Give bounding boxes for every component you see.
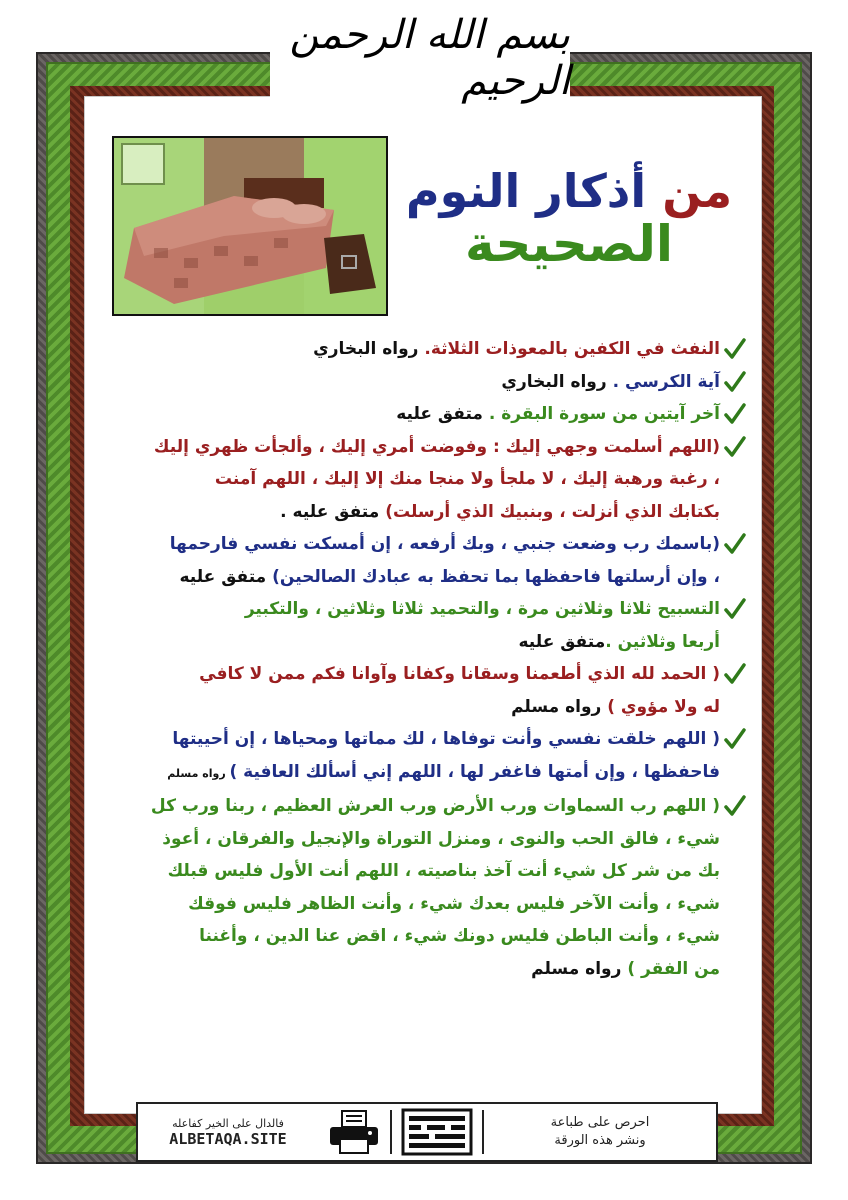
dhikr-item: [110, 593, 746, 658]
dhikr-text: فاحفظها ، وإن أمتها فاغفر لها ، اللهم إني أسألك العافية ): [229, 761, 720, 782]
dhikr-line: [110, 463, 720, 496]
dhikr-text: له ولا مؤوي ): [607, 696, 720, 717]
dhikr-line: [110, 855, 720, 888]
title-word-min: من: [662, 164, 733, 218]
dhikr-line: [110, 953, 720, 986]
check-icon: [724, 659, 746, 689]
dhikr-line: [110, 561, 720, 594]
hadith-source: رواه مسلم: [531, 958, 628, 979]
dhikr-text: شيء ، وأنت الآخر فليس بعدك شيء ، وأنت الظاهر فليس فوقك: [188, 893, 720, 914]
dhikr-line: [110, 528, 720, 561]
check-icon: [724, 432, 746, 462]
dhikr-line: [110, 790, 720, 823]
dhikr-item: [110, 658, 746, 723]
hadith-source: متفق عليه: [396, 404, 489, 424]
bedroom-photo: [112, 136, 388, 316]
dhikr-text: شيء ، وأنت الباطن فليس دونك شيء ، اقض عنا الدين ، وأغننا: [199, 926, 720, 946]
dhikr-text: التسبيح ثلاثا وثلاثين مرة ، والتحميد ثلاثا وثلاثين ، والتكبير: [244, 599, 720, 619]
dhikr-line: [110, 593, 720, 626]
hadith-source: رواه مسلم: [511, 696, 608, 717]
dhikr-line: [110, 920, 720, 953]
dhikr-line: [110, 496, 720, 529]
dhikr-text: من الفقر ): [627, 958, 720, 979]
dhikr-line: [110, 626, 720, 659]
dhikr-text: شيء ، فالق الحب والنوى ، ومنزل التوراة والإنجيل والفرقان ، أعوذ: [162, 828, 720, 849]
dhikr-item: [110, 723, 746, 790]
dhikr-line: [110, 723, 720, 756]
footer-right: [484, 1104, 716, 1160]
dhikr-text: (باسمك رب وضعت جنبي ، وبك أرفعه ، إن أمسكت نفسي فارحمها: [169, 534, 720, 554]
check-icon: [724, 594, 746, 624]
dhikr-text: ( اللهم رب السماوات ورب الأرض ورب العرش العظيم ، ربنا ورب كل: [150, 796, 720, 816]
hadith-source: متفق عليه .: [280, 501, 386, 522]
dhikr-text: بكتابك الذي أنزلت ، وبنبيك الذي أرسلت): [385, 501, 720, 522]
hadith-source: متفق عليه: [518, 631, 606, 652]
dhikr-item: [110, 366, 746, 399]
dhikr-text: آخر آيتين من سورة البقرة .: [488, 404, 720, 424]
dhikr-text: ، وإن أرسلتها فاحفظها بما تحفظ به عبادك الصالحين): [272, 566, 720, 587]
dhikr-line: [110, 888, 720, 921]
dhikr-item: [110, 431, 746, 529]
check-icon: [724, 367, 746, 397]
dhikr-text: ، رغبة ورهبة إليك ، لا ملجأ ولا منجا منك إلا إليك ، اللهم آمنت: [214, 469, 720, 489]
hadith-source: رواه البخاري: [313, 339, 425, 359]
check-icon: [724, 399, 746, 429]
adhkar-list: [110, 333, 746, 985]
title-word-adhkar: أذكار النوم: [405, 164, 647, 218]
footer-print-line1: احرص على طباعة: [550, 1115, 650, 1130]
dhikr-line: [110, 756, 720, 791]
dhikr-text: النفث في الكفين بالمعوذات الثلاثة.: [424, 339, 720, 359]
hadith-source: متفق عليه: [179, 566, 273, 587]
dhikr-line: [110, 691, 720, 724]
dhikr-item: [110, 398, 746, 431]
check-icon: [724, 529, 746, 559]
dhikr-text: آية الكرسي .: [612, 371, 720, 392]
dawah-logo: [392, 1104, 482, 1160]
hadith-source: رواه مسلم: [167, 766, 230, 780]
check-icon: [724, 791, 746, 821]
footer-print-line2: ونشر هذه الورقة: [554, 1133, 646, 1148]
basmala-calligraphy: بسم الله الرحمن الرحيم: [270, 8, 570, 108]
footer-banner: [136, 1102, 718, 1162]
dhikr-line: [110, 398, 720, 431]
dhikr-line: [110, 431, 720, 464]
dhikr-line: [110, 658, 720, 691]
dhikr-item: [110, 528, 746, 593]
check-icon: [724, 724, 746, 754]
dhikr-text: أربعا وثلاثين .: [605, 631, 720, 652]
title-line-sahiha: الصحيحة: [465, 214, 673, 273]
printer-icon: [318, 1104, 390, 1160]
dhikr-line: [110, 333, 720, 366]
hadith-source: رواه البخاري: [501, 371, 613, 392]
footer-left: [138, 1104, 318, 1160]
dhikr-line: [110, 823, 720, 856]
dhikr-text: ( اللهم خلقت نفسي وأنت توفاها ، لك مماتها ومحياها ، إن أحييتها: [172, 729, 720, 749]
dhikr-item: [110, 790, 746, 985]
page-title: [404, 166, 734, 272]
dhikr-item: [110, 333, 746, 366]
footer-site[interactable]: ALBETAQA.SITE: [169, 1129, 287, 1148]
dhikr-text: (اللهم أسلمت وجهي إليك : وفوضت أمري إليك ، وألجأت ظهري إليك: [153, 436, 720, 457]
check-icon: [724, 334, 746, 364]
dhikr-text: ( الحمد لله الذي أطعمنا وسقانا وكفانا وآوانا فكم ممن لا كافي: [199, 664, 720, 684]
dhikr-line: [110, 366, 720, 399]
dhikr-text: بك من شر كل شيء أنت آخذ بناصيته ، اللهم أنت الأول فليس قبلك: [167, 861, 720, 881]
footer-proverb: فالدال على الخير كفاعله: [172, 1116, 284, 1130]
